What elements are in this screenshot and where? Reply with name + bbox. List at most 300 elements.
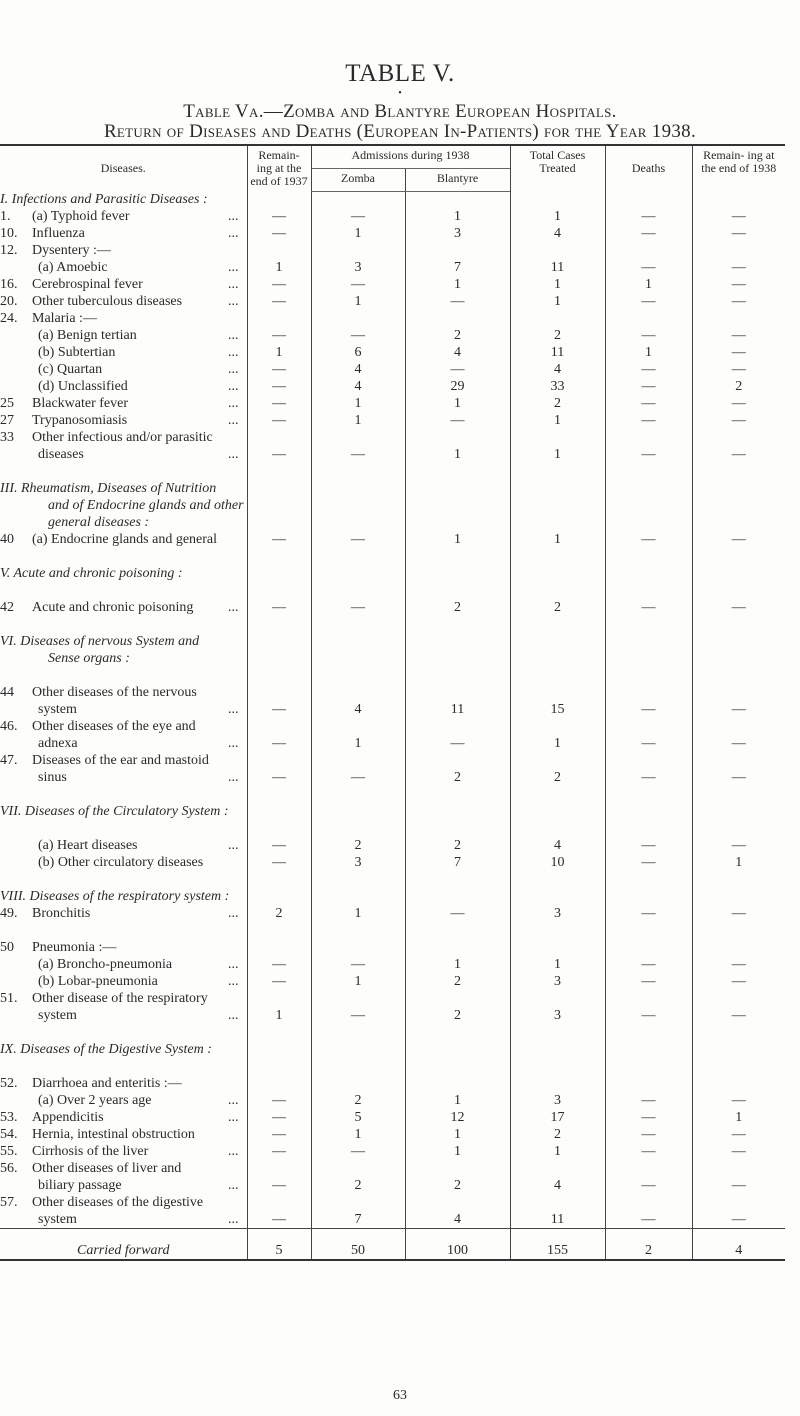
- table-row: [0, 769, 785, 786]
- leader-dots: ...: [228, 600, 239, 615]
- disease-code: 57.: [0, 1195, 18, 1210]
- section-title: V. Acute and chronic poisoning :: [0, 566, 183, 581]
- value-cell: —: [692, 276, 785, 293]
- disease-name: Influenza: [32, 226, 85, 241]
- table-row: [0, 735, 785, 752]
- disease-code: 10.: [0, 226, 18, 241]
- total-cell: 4: [692, 1229, 785, 1261]
- value-cell: —: [247, 446, 311, 463]
- leader-dots: ...: [228, 1008, 239, 1023]
- value-cell: 4: [405, 344, 510, 361]
- value-cell: 11: [510, 259, 605, 276]
- value-cell: 2: [405, 1177, 510, 1194]
- value-cell: —: [311, 599, 405, 616]
- disease-name: (a) Broncho-pneumonia: [38, 957, 173, 972]
- disease-code: 55.: [0, 1144, 18, 1159]
- value-cell: 2: [510, 395, 605, 412]
- value-cell: 1: [311, 293, 405, 310]
- table-title: Table Va.—Zomba and Blantyre European Hospitals.: [183, 101, 617, 122]
- table-row: [0, 293, 785, 310]
- value-cell: —: [605, 1177, 692, 1194]
- value-cell: —: [692, 905, 785, 922]
- disease-name: Other infectious and/or parasitic: [32, 430, 213, 445]
- leader-dots: ...: [228, 328, 239, 343]
- value-cell: 4: [405, 1211, 510, 1229]
- value-cell: —: [692, 1177, 785, 1194]
- leader-dots: ...: [228, 1144, 239, 1159]
- disease-name: Hernia, intestinal obstruction: [32, 1127, 195, 1142]
- spacer-row: [0, 922, 785, 939]
- value-cell: —: [605, 1211, 692, 1229]
- value-cell: —: [692, 735, 785, 752]
- disease-label-row: [0, 752, 785, 769]
- disease-label-row: [0, 990, 785, 1007]
- value-cell: 1: [405, 395, 510, 412]
- leader-dots: ...: [228, 702, 239, 717]
- value-cell: —: [247, 837, 311, 854]
- value-cell: —: [311, 1143, 405, 1160]
- value-cell: 2: [405, 769, 510, 786]
- disease-code: 44: [0, 685, 14, 700]
- value-cell: 1: [405, 208, 510, 225]
- value-cell: —: [605, 293, 692, 310]
- disease-name: (c) Quartan: [38, 362, 103, 377]
- value-cell: —: [605, 1007, 692, 1024]
- value-cell: 2: [311, 1092, 405, 1109]
- value-cell: —: [692, 599, 785, 616]
- value-cell: 3: [510, 1007, 605, 1024]
- value-cell: 7: [405, 259, 510, 276]
- leader-dots: ...: [228, 447, 239, 462]
- disease-code: 46.: [0, 719, 18, 734]
- value-cell: 7: [311, 1211, 405, 1229]
- value-cell: —: [692, 1126, 785, 1143]
- leader-dots: ...: [228, 957, 239, 972]
- value-cell: —: [605, 905, 692, 922]
- table-row: [0, 1109, 785, 1126]
- value-cell: —: [692, 446, 785, 463]
- page-number: 63: [393, 1388, 407, 1403]
- value-cell: 1: [510, 208, 605, 225]
- table-row: [0, 1211, 785, 1229]
- col-header-total: Total Cases Treated: [510, 145, 605, 191]
- value-cell: 1: [510, 276, 605, 293]
- value-cell: 1: [405, 531, 510, 548]
- value-cell: —: [605, 956, 692, 973]
- section-heading-row: [0, 480, 785, 497]
- section-heading-row: [0, 565, 785, 582]
- table-body: [0, 191, 785, 1260]
- diseases-table: [0, 144, 785, 1261]
- value-cell: —: [605, 854, 692, 871]
- value-cell: —: [605, 446, 692, 463]
- disease-code: 51.: [0, 991, 18, 1006]
- value-cell: —: [605, 361, 692, 378]
- disease-code: 52.: [0, 1076, 18, 1091]
- total-cell: 100: [405, 1229, 510, 1261]
- section-heading-row: [0, 803, 785, 820]
- value-cell: —: [692, 531, 785, 548]
- disease-code: 56.: [0, 1161, 18, 1176]
- value-cell: 1: [605, 344, 692, 361]
- section-heading-row: [0, 650, 785, 667]
- value-cell: 2: [311, 1177, 405, 1194]
- value-cell: 1: [311, 905, 405, 922]
- value-cell: —: [311, 531, 405, 548]
- section-title: IX. Diseases of the Digestive System :: [0, 1042, 212, 1057]
- value-cell: —: [247, 1177, 311, 1194]
- disease-name: Trypanosomiasis: [32, 413, 128, 428]
- leader-dots: ...: [228, 906, 239, 921]
- value-cell: 1: [311, 395, 405, 412]
- value-cell: —: [405, 293, 510, 310]
- leader-dots: ...: [228, 379, 239, 394]
- disease-name: (a) Heart diseases: [38, 838, 138, 853]
- disease-name: (a) Endocrine glands and general: [32, 532, 218, 547]
- value-cell: —: [605, 973, 692, 990]
- disease-name: (a) Benign tertian: [38, 328, 137, 343]
- leader-dots: ...: [228, 736, 239, 751]
- leader-dots: ...: [228, 413, 239, 428]
- value-cell: 1: [311, 735, 405, 752]
- value-cell: 4: [510, 361, 605, 378]
- disease-name: biliary passage: [38, 1178, 122, 1193]
- value-cell: —: [692, 412, 785, 429]
- leader-dots: ...: [228, 260, 239, 275]
- disease-name: Dysentery :—: [32, 243, 111, 258]
- value-cell: —: [311, 208, 405, 225]
- value-cell: 1: [605, 276, 692, 293]
- value-cell: 4: [311, 701, 405, 718]
- table-row: [0, 344, 785, 361]
- value-cell: 1: [405, 276, 510, 293]
- disease-code: 33: [0, 430, 14, 445]
- value-cell: —: [405, 412, 510, 429]
- table-row: [0, 378, 785, 395]
- leader-dots: ...: [228, 277, 239, 292]
- value-cell: —: [605, 837, 692, 854]
- value-cell: 2: [405, 837, 510, 854]
- value-cell: —: [247, 1109, 311, 1126]
- leader-dots: ...: [228, 974, 239, 989]
- section-title: general diseases :: [48, 515, 150, 530]
- value-cell: —: [247, 1092, 311, 1109]
- disease-name: Other tuberculous diseases: [32, 294, 183, 309]
- value-cell: 1: [247, 259, 311, 276]
- value-cell: 4: [311, 378, 405, 395]
- value-cell: 2: [405, 599, 510, 616]
- disease-code: 12.: [0, 243, 18, 258]
- disease-name: Other diseases of liver and: [32, 1161, 182, 1176]
- value-cell: 11: [405, 701, 510, 718]
- disease-name: (b) Subtertian: [38, 345, 116, 360]
- disease-name: (b) Other circulatory diseases: [38, 855, 204, 870]
- col-header-deaths: Deaths: [605, 145, 692, 191]
- value-cell: 1: [311, 225, 405, 242]
- table-row: [0, 531, 785, 548]
- disease-name: Other diseases of the nervous: [32, 685, 197, 700]
- value-cell: 17: [510, 1109, 605, 1126]
- value-cell: 1: [247, 344, 311, 361]
- value-cell: —: [692, 293, 785, 310]
- spacer-row: [0, 820, 785, 837]
- table-row: [0, 1143, 785, 1160]
- disease-name: (a) Typhoid fever: [32, 209, 130, 224]
- value-cell: —: [605, 701, 692, 718]
- section-heading-row: [0, 633, 785, 650]
- value-cell: —: [247, 599, 311, 616]
- table-row: [0, 701, 785, 718]
- value-cell: 1: [311, 412, 405, 429]
- disease-name: Malaria :—: [32, 311, 97, 326]
- value-cell: —: [247, 1126, 311, 1143]
- value-cell: —: [605, 735, 692, 752]
- disease-code: 54.: [0, 1127, 18, 1142]
- value-cell: 1: [510, 735, 605, 752]
- spacer-row: [0, 463, 785, 480]
- value-cell: 1: [405, 1143, 510, 1160]
- value-cell: 1: [510, 531, 605, 548]
- value-cell: 1: [692, 1109, 785, 1126]
- value-cell: —: [311, 1007, 405, 1024]
- table-row: [0, 973, 785, 990]
- disease-name: Acute and chronic poisoning: [32, 600, 194, 615]
- disease-name: Blackwater fever: [32, 396, 128, 411]
- spacer-row: [0, 616, 785, 633]
- table-row: [0, 1007, 785, 1024]
- col-header-diseases: Diseases.: [0, 145, 247, 191]
- value-cell: 1: [405, 956, 510, 973]
- value-cell: —: [247, 1211, 311, 1229]
- spacer-row: [0, 1024, 785, 1041]
- disease-label-row: [0, 1160, 785, 1177]
- spacer-row: [0, 548, 785, 565]
- value-cell: 1: [510, 293, 605, 310]
- value-cell: —: [692, 1143, 785, 1160]
- disease-code: 25: [0, 396, 14, 411]
- value-cell: 1: [311, 1126, 405, 1143]
- value-cell: —: [605, 1143, 692, 1160]
- value-cell: 33: [510, 378, 605, 395]
- value-cell: 2: [247, 905, 311, 922]
- value-cell: 1: [247, 1007, 311, 1024]
- value-cell: —: [405, 735, 510, 752]
- value-cell: 2: [405, 327, 510, 344]
- value-cell: —: [311, 327, 405, 344]
- disease-label-row: [0, 684, 785, 701]
- value-cell: —: [605, 378, 692, 395]
- value-cell: —: [311, 956, 405, 973]
- value-cell: 11: [510, 1211, 605, 1229]
- table-row: [0, 395, 785, 412]
- value-cell: 2: [510, 599, 605, 616]
- ornament-dot: •: [398, 88, 402, 99]
- total-cell: 50: [311, 1229, 405, 1261]
- disease-name: (b) Lobar-pneumonia: [38, 974, 158, 989]
- value-cell: 3: [510, 1092, 605, 1109]
- disease-name: (d) Unclassified: [38, 379, 128, 394]
- value-cell: 10: [510, 854, 605, 871]
- value-cell: 4: [510, 1177, 605, 1194]
- value-cell: —: [605, 412, 692, 429]
- value-cell: —: [605, 1092, 692, 1109]
- disease-name: Bronchitis: [32, 906, 91, 921]
- spacer-row: [0, 582, 785, 599]
- value-cell: —: [605, 531, 692, 548]
- value-cell: —: [692, 1007, 785, 1024]
- value-cell: —: [605, 259, 692, 276]
- value-cell: 1: [510, 956, 605, 973]
- value-cell: 4: [510, 837, 605, 854]
- value-cell: —: [605, 599, 692, 616]
- disease-name: Appendicitis: [32, 1110, 104, 1125]
- disease-name: sinus: [38, 770, 67, 785]
- value-cell: 4: [311, 361, 405, 378]
- value-cell: —: [247, 1143, 311, 1160]
- leader-dots: ...: [228, 294, 239, 309]
- disease-name: Other disease of the respiratory: [32, 991, 208, 1006]
- total-cell: 155: [510, 1229, 605, 1261]
- value-cell: —: [692, 361, 785, 378]
- value-cell: —: [247, 276, 311, 293]
- value-cell: 3: [510, 973, 605, 990]
- section-heading-row: [0, 1041, 785, 1058]
- section-title: VIII. Diseases of the respiratory system :: [0, 889, 230, 904]
- disease-name: adnexa: [38, 736, 78, 751]
- col-header-remain-end: Remain- ing at the end of 1938: [692, 145, 785, 191]
- value-cell: —: [247, 395, 311, 412]
- value-cell: —: [605, 395, 692, 412]
- section-title: III. Rheumatism, Diseases of Nutrition: [0, 481, 217, 496]
- value-cell: 1: [311, 973, 405, 990]
- disease-name: Diarrhoea and enteritis :—: [32, 1076, 182, 1091]
- table-subtitle: Return of Diseases and Deaths (European In-Patients) for the Year 1938.: [103, 121, 697, 142]
- value-cell: —: [247, 412, 311, 429]
- leader-dots: ...: [228, 345, 239, 360]
- disease-label-row: [0, 718, 785, 735]
- value-cell: 2: [510, 327, 605, 344]
- value-cell: 2: [311, 837, 405, 854]
- section-heading-row: [0, 497, 785, 514]
- table-row: [0, 259, 785, 276]
- value-cell: —: [605, 1109, 692, 1126]
- value-cell: —: [605, 225, 692, 242]
- value-cell: 3: [311, 854, 405, 871]
- disease-code: 1.: [0, 209, 11, 224]
- disease-code: 27: [0, 413, 14, 428]
- value-cell: —: [692, 701, 785, 718]
- disease-label-row: [0, 1075, 785, 1092]
- spacer-row: [0, 1058, 785, 1075]
- carried-forward-label: Carried forward: [0, 1229, 247, 1261]
- value-cell: —: [247, 735, 311, 752]
- disease-label-row: [0, 429, 785, 446]
- value-cell: —: [247, 293, 311, 310]
- table-row: [0, 1177, 785, 1194]
- value-cell: —: [605, 327, 692, 344]
- value-cell: —: [247, 531, 311, 548]
- section-title: and of Endocrine glands and other: [48, 498, 244, 513]
- disease-name: (a) Over 2 years age: [38, 1093, 152, 1108]
- table-row: [0, 1126, 785, 1143]
- disease-name: Pneumonia :—: [32, 940, 117, 955]
- value-cell: —: [247, 854, 311, 871]
- value-cell: 1: [405, 1126, 510, 1143]
- disease-name: Other diseases of the eye and: [32, 719, 196, 734]
- value-cell: 2: [510, 769, 605, 786]
- table-row: [0, 956, 785, 973]
- value-cell: —: [247, 208, 311, 225]
- value-cell: 7: [405, 854, 510, 871]
- table-row: [0, 905, 785, 922]
- value-cell: —: [692, 327, 785, 344]
- disease-name: Other diseases of the digestive: [32, 1195, 204, 1210]
- leader-dots: ...: [228, 1093, 239, 1108]
- section-title: Sense organs :: [48, 651, 130, 666]
- value-cell: 3: [405, 225, 510, 242]
- table-row: [0, 1092, 785, 1109]
- disease-code: 20.: [0, 294, 18, 309]
- value-cell: 4: [510, 225, 605, 242]
- section-heading-row: [0, 191, 785, 208]
- value-cell: —: [605, 769, 692, 786]
- value-cell: 11: [510, 344, 605, 361]
- disease-name: Cirrhosis of the liver: [32, 1144, 149, 1159]
- disease-label-row: [0, 939, 785, 956]
- section-heading-row: [0, 514, 785, 531]
- value-cell: —: [311, 276, 405, 293]
- value-cell: —: [692, 1092, 785, 1109]
- section-title: VII. Diseases of the Circulatory System :: [0, 804, 229, 819]
- carried-forward-row: [0, 1229, 785, 1261]
- disease-code: 24.: [0, 311, 18, 326]
- value-cell: —: [692, 344, 785, 361]
- table-row: [0, 854, 785, 871]
- disease-code: 47.: [0, 753, 18, 768]
- disease-code: 49.: [0, 906, 18, 921]
- spacer-row: [0, 871, 785, 888]
- value-cell: —: [247, 327, 311, 344]
- value-cell: 6: [311, 344, 405, 361]
- value-cell: —: [692, 259, 785, 276]
- table-row: [0, 837, 785, 854]
- disease-code: 42: [0, 600, 14, 615]
- leader-dots: ...: [228, 770, 239, 785]
- value-cell: 2: [405, 973, 510, 990]
- col-header-zomba: Zomba: [311, 168, 405, 191]
- value-cell: —: [605, 208, 692, 225]
- value-cell: —: [405, 905, 510, 922]
- table-row: [0, 225, 785, 242]
- disease-code: 50: [0, 940, 14, 955]
- section-heading-row: [0, 888, 785, 905]
- value-cell: 29: [405, 378, 510, 395]
- disease-name: system: [38, 702, 77, 717]
- leader-dots: ...: [228, 838, 239, 853]
- value-cell: 1: [510, 1143, 605, 1160]
- value-cell: —: [247, 769, 311, 786]
- value-cell: 1: [692, 854, 785, 871]
- value-cell: 15: [510, 701, 605, 718]
- table-row: [0, 276, 785, 293]
- leader-dots: ...: [228, 1212, 239, 1227]
- value-cell: 2: [510, 1126, 605, 1143]
- value-cell: —: [692, 769, 785, 786]
- col-header-blantyre: Blantyre: [405, 168, 510, 191]
- value-cell: —: [247, 956, 311, 973]
- value-cell: —: [692, 395, 785, 412]
- disease-name: system: [38, 1212, 77, 1227]
